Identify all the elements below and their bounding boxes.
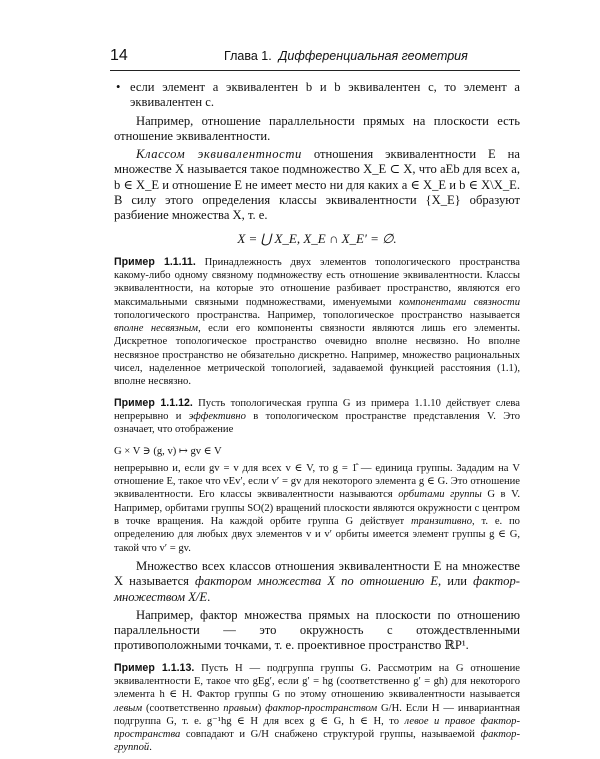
- formula-action-map: G × V ∋ (g, v) ↦ gv ∈ V: [114, 445, 222, 457]
- chapter-title: Глава 1. Дифференциальная геометрия: [224, 49, 468, 63]
- example-1-1-12: Пример 1.1.12. Пусть топологическая группа G из примера 1.1.10 действует слева непрерывно и эффективно в топологическом пространстве представления V. Это означает, что отображение: [114, 396, 520, 436]
- running-header: [110, 47, 520, 67]
- bullet-item: • если элемент a эквивалентен b и b эквивалентен c, то элемент a эквивалентен c.: [116, 80, 520, 110]
- formula-partition: X = ⋃ X_E, X_E ∩ X_E′ = ∅.: [237, 230, 397, 246]
- page-number: 14: [110, 47, 128, 64]
- page-body: [114, 80, 520, 759]
- paragraph: Например, отношение параллельности прямых на плоскости есть отношение эквивалентности.: [114, 113, 520, 143]
- paragraph: Например, фактор множества прямых на плоскости по отношению параллельности — это окружность с отождествленными противоположными точками, т. е. проективное пространство ℝP¹.: [114, 607, 520, 653]
- example-1-1-13: Пример 1.1.13. Пусть H — подгруппа группы G. Рассмотрим на G отношение эквивалентности E, такое что gEg′, если g′ = hg (соответственно g′ = gh) для некоторого элемента h ∈ H. Фактор группы G по этому отношению эквивалентности называется левым (соответственно правым) фактор-пространством G/H. Если H — инвариантная подгруппа G, т. е. g⁻¹hg ∈ H для всех g ∈ G, h ∈ H, то левое и правое фактор-пространства совпадают и G/H снабжено структурой группы, называемой фактор-группой.: [114, 661, 520, 754]
- paragraph-definition: Классом эквивалентности отношения эквивалентности E на множестве X называется такое подмножество X_E ⊂ X, что aEb для всех a, b ∈ X_E и отношение E не имеет место ни для каких a ∈ X_E и b ∈ X\X_E. В силу этого определения классы эквивалентности {X_E} образуют разбиение множества X, т. е.: [114, 147, 520, 223]
- example-1-1-12-cont: непрерывно и, если gv = v для всех v ∈ V, то g = 1̂ — единица группы. Зададим на V отношение E, такое что vEv′, если v′ = gv для некоторого элемента g ∈ G. Это отношение эквивалентности. Его классы эквивалентности называются орбитами группы G в V. Например, орбитами группы SO(2) вращений плоскости являются окружности с центром в точке вращения. На каждой орбите группа G действует транзитивно, т. е. по определению для любых двух элементов v и v′ орбиты имеется элемент группы g ∈ G, такой что v′ = gv.: [114, 462, 520, 554]
- example-1-1-11: Пример 1.1.11. Принадлежность двух элементов топологического пространства какому-либо одному связному подмножеству есть отношение эквивалентности. Классы эквивалентности, на которые это отношение разбивает пространство, являются его максимальными связными подмножествами, именуемыми компонентами связности топологического пространства. Например, топологическое пространство называется вполне несвязным, если его компоненты связности являются лишь его элементы. Дискретное топологическое пространство очевидно вполне несвязно. Но вполне несвязное пространство не обязательно дискретно. Например, множество рациональных чисел, наделенное метрической топологией, задаваемой функцией расстояния (1.1), вполне несвязно.: [114, 255, 520, 388]
- header-rule: [110, 70, 520, 71]
- bullet-icon: •: [116, 80, 121, 94]
- paragraph-factor-set: Множество всех классов отношения эквивалентности E на множестве X называется фактором множества X по отношению E, или фактор-множеством X/E.: [114, 558, 520, 604]
